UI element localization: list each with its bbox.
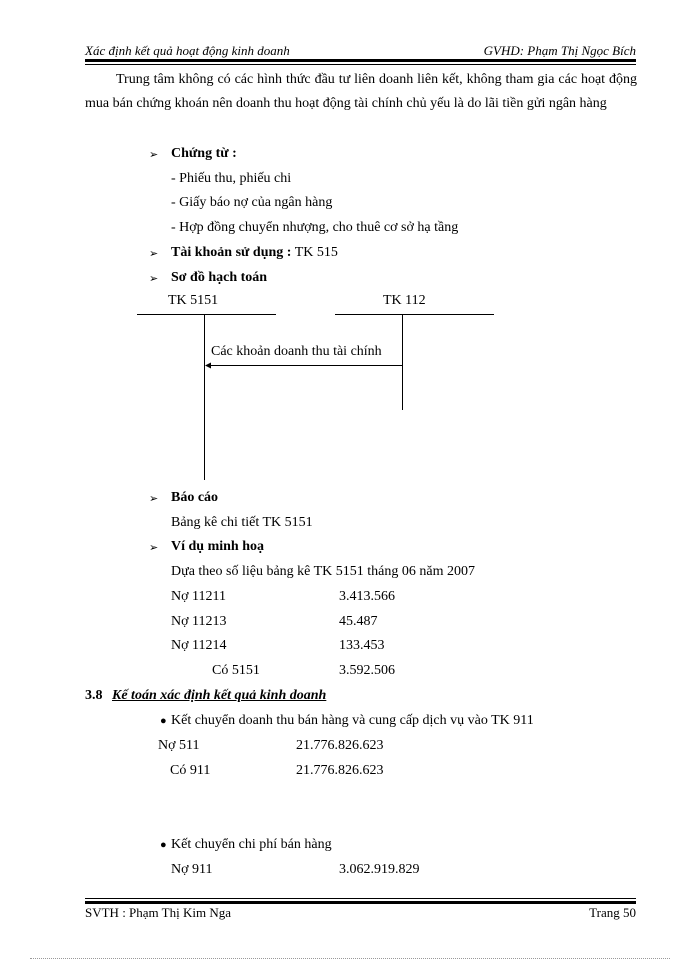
footer-left: SVTH : Phạm Thị Kim Nga: [85, 905, 232, 920]
t-account-left-label: TK 5151: [168, 293, 219, 308]
chung-tu-item: - Hợp đồng chuyển nhượng, cho thuê cơ sở hạ tầng: [171, 220, 459, 235]
arrow-head-icon: [205, 363, 211, 369]
bao-cao-heading: Báo cáo: [171, 490, 219, 505]
entry-amount: 3.592.506: [339, 663, 395, 678]
footer-rule-thick: [85, 901, 636, 904]
entry-amount: 21.776.826.623: [296, 763, 384, 778]
entry-amount: 3.062.919.829: [339, 862, 420, 877]
arrow-bullet-icon: ➢: [149, 149, 159, 161]
entry-account: Nợ 11213: [171, 614, 227, 629]
arrow-bullet-icon: ➢: [149, 493, 159, 505]
header-left: Xác định kết quả hoạt động kinh doanh: [85, 43, 290, 58]
chung-tu-heading: Chứng từ :: [171, 146, 237, 161]
chung-tu-item: - Phiếu thu, phiếu chi: [171, 171, 292, 186]
dot-bullet-icon: ●: [160, 839, 167, 851]
item-text: Kết chuyển chi phí bán hàng: [171, 837, 332, 852]
section-number: 3.8: [85, 688, 103, 703]
section-title: Kế toán xác định kết quả kinh doanh: [112, 688, 327, 703]
entry-account: Nợ 511: [158, 738, 200, 753]
vi-du-intro: Dựa theo số liệu bảng kê TK 5151 tháng 06 năm 2007: [171, 564, 476, 579]
so-do-heading: Sơ đồ hạch toán: [171, 270, 268, 285]
dot-bullet-icon: ●: [160, 715, 167, 727]
entry-account: Có 5151: [212, 663, 260, 678]
t-account-right-label: TK 112: [383, 293, 426, 308]
arrow-bullet-icon: ➢: [149, 542, 159, 554]
chung-tu-item: - Giấy báo nợ của ngân hàng: [171, 195, 333, 210]
entry-amount: 45.487: [339, 614, 378, 629]
footer-rule-thin: [85, 898, 636, 899]
vi-du-heading: Ví dụ minh hoạ: [171, 539, 264, 554]
page-break-rule: [30, 958, 670, 959]
item-text: Kết chuyển doanh thu bán hàng và cung cấp dịch vụ vào TK 911: [171, 713, 534, 728]
entry-account: Nợ 11211: [171, 589, 226, 604]
intro-paragraph: Trung tâm không có các hình thức đầu tư liên doanh liên kết, không tham gia các hoạt động mua bán chứng khoán nên doanh thu hoạt động tài chính chủ yếu là do lãi tiền gửi ngân hàng: [85, 72, 637, 111]
entry-amount: 21.776.826.623: [296, 738, 384, 753]
bao-cao-text: Bảng kê chi tiết TK 5151: [171, 515, 313, 530]
entry-amount: 3.413.566: [339, 589, 395, 604]
entry-account: Nợ 11214: [171, 638, 227, 653]
entry-amount: 133.453: [339, 638, 385, 653]
arrow-bullet-icon: ➢: [149, 273, 159, 285]
arrow-label: Các khoản doanh thu tài chính: [211, 344, 382, 359]
tai-khoan-value: TK 515: [294, 245, 338, 260]
header-right: GVHD: Phạm Thị Ngọc Bích: [483, 43, 636, 58]
entry-account: Có 911: [170, 763, 211, 778]
entry-account: Nợ 911: [171, 862, 213, 877]
footer-right: Trang 50: [589, 905, 636, 920]
tai-khoan-heading: Tài khoản sử dụng :: [171, 245, 292, 260]
arrow-bullet-icon: ➢: [149, 248, 159, 260]
